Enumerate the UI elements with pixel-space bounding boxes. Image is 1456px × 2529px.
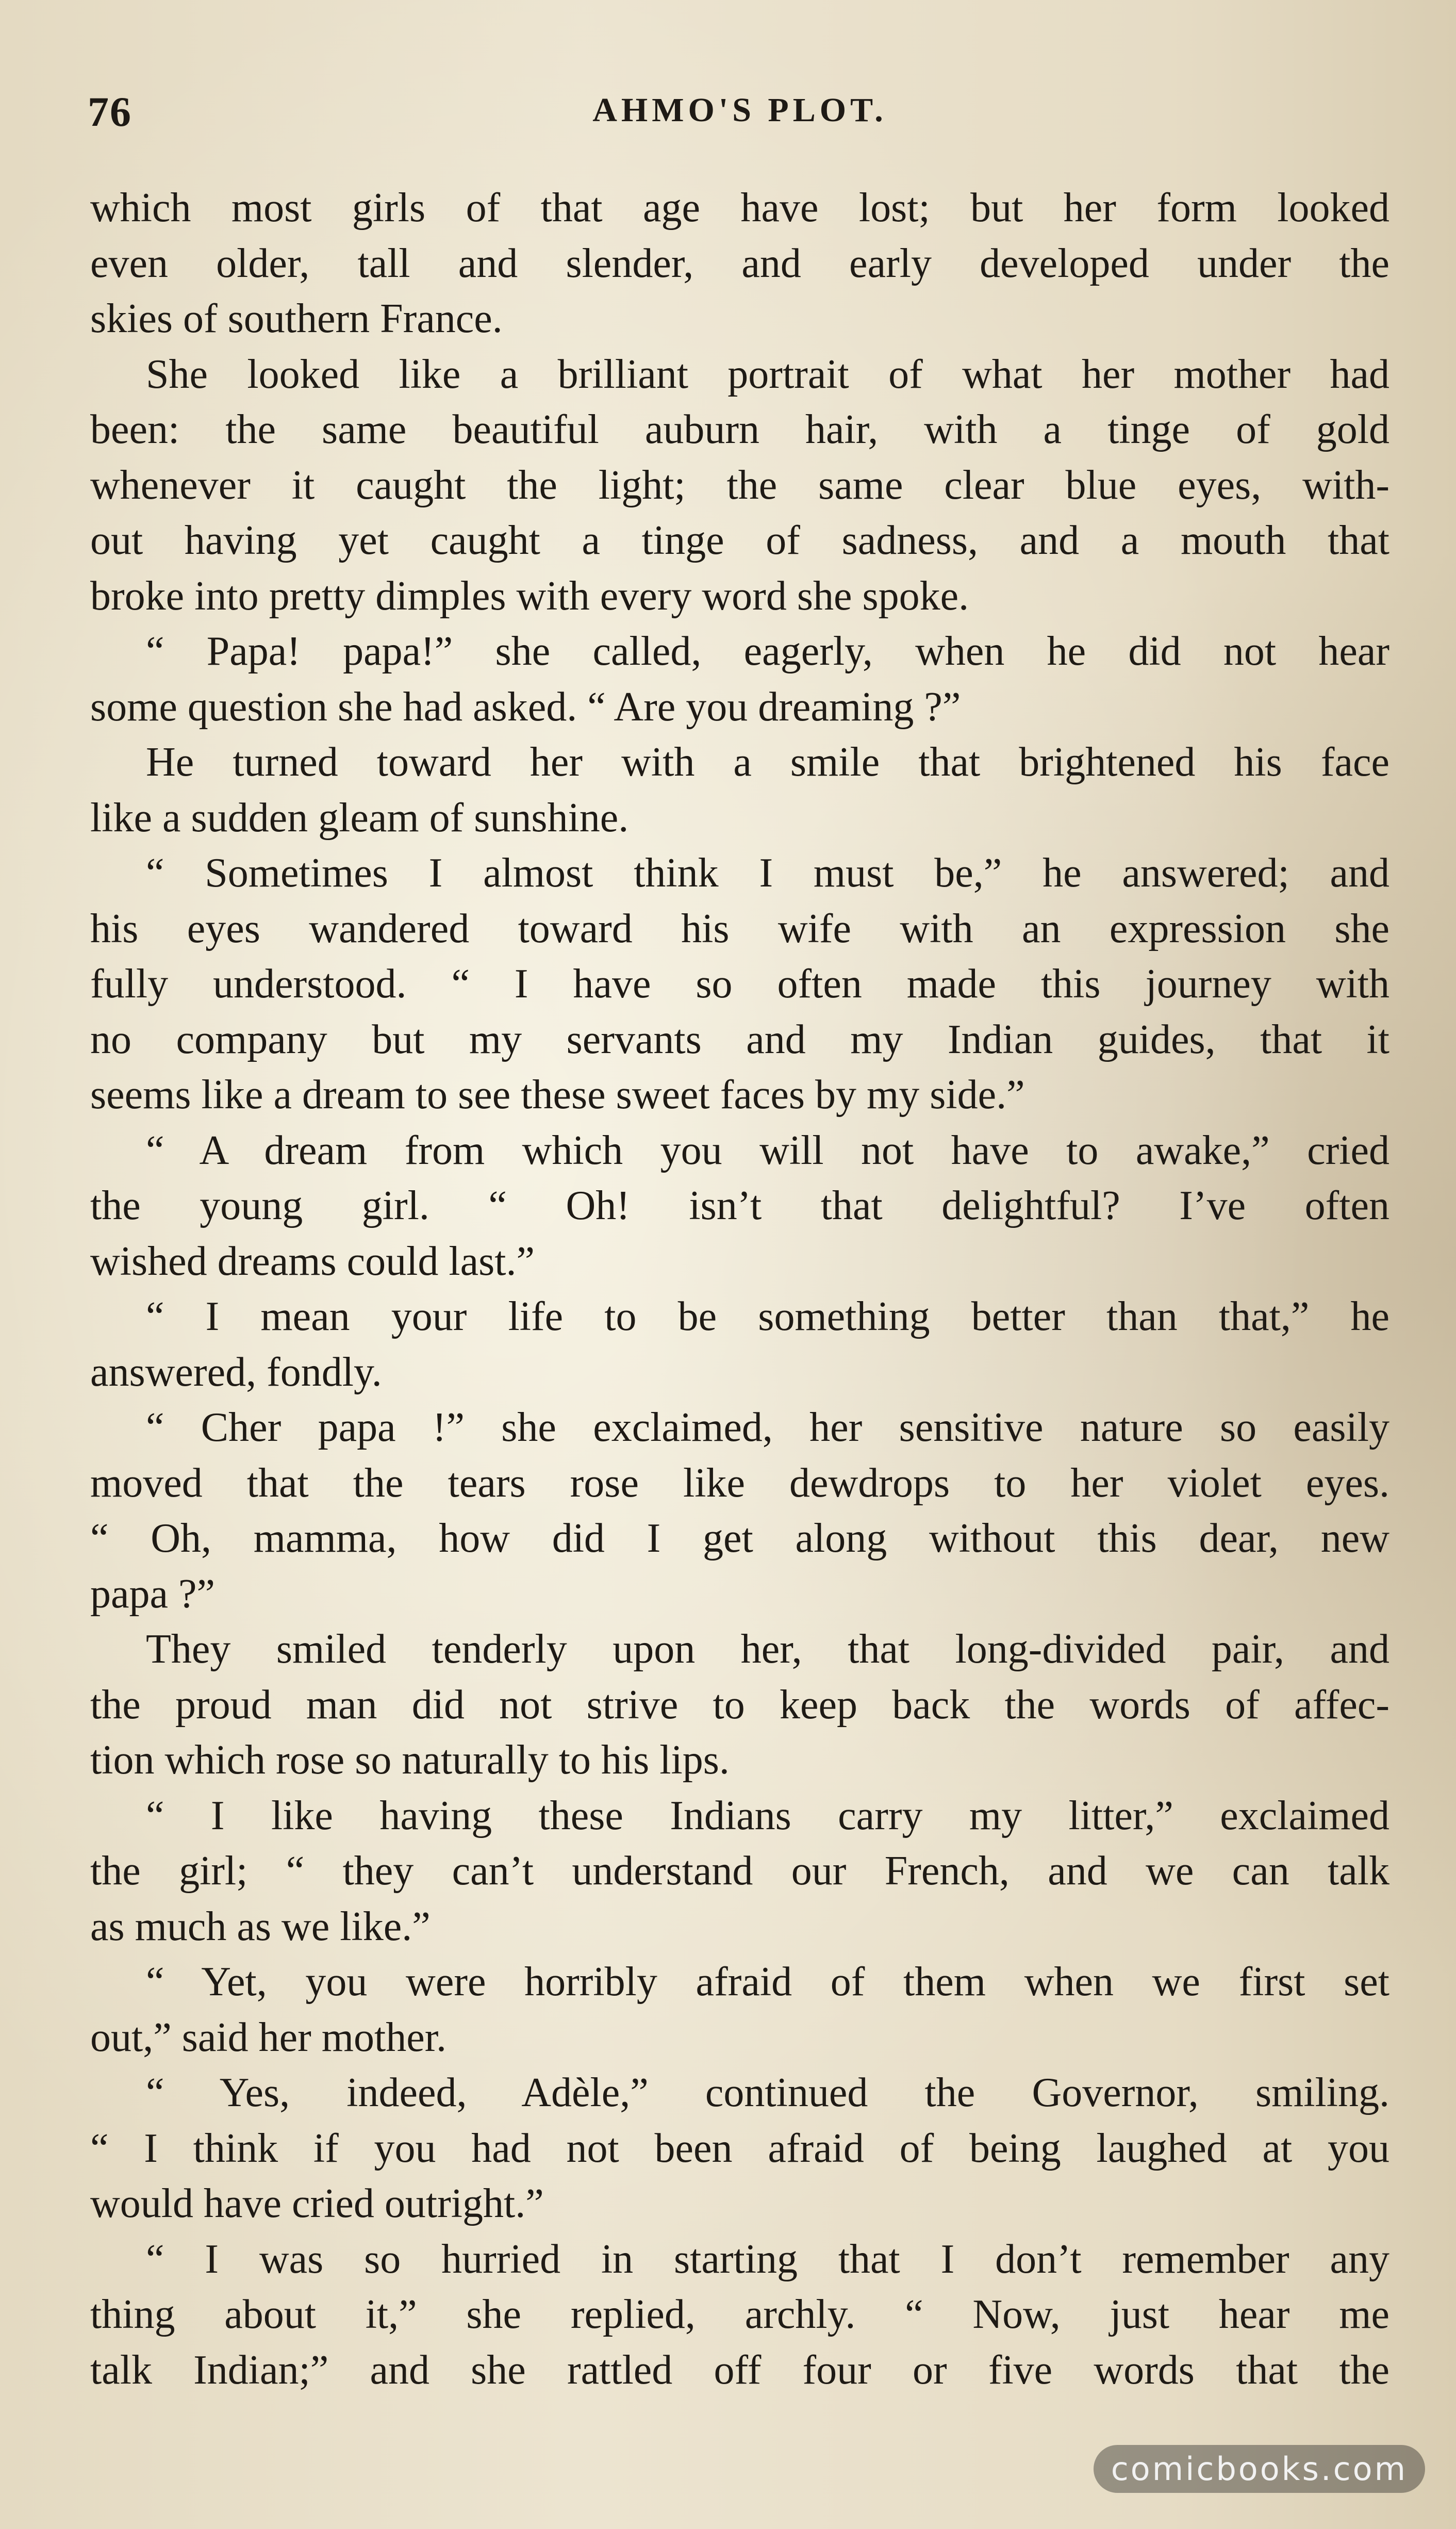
text-line: even older, tall and slender, and early developed under the — [90, 240, 1389, 286]
watermark: comicbooks.com — [1094, 2445, 1425, 2493]
text-line: thing about it,” she replied, archly. “ Now, just hear me — [90, 2292, 1389, 2337]
text-line: “ Yet, you were horribly afraid of them when we first set — [146, 1959, 1389, 2005]
text-line: tion which rose so naturally to his lips. — [90, 1737, 730, 1783]
text-line: “ I think if you had not been afraid of being laughed at you — [90, 2125, 1389, 2171]
text-line: the young girl. “ Oh! isn’t that delightful? I’ve often — [90, 1183, 1389, 1228]
text-line: wished dreams could last.” — [90, 1238, 535, 1284]
text-line: “ A dream from which you will not have to awake,” cried — [146, 1127, 1389, 1173]
body-text — [90, 180, 1389, 2398]
text-line: “ I like having these Indians carry my litter,” exclaimed — [146, 1793, 1389, 1838]
text-line: broke into pretty dimples with every word she spoke. — [90, 573, 969, 619]
text-line: “ Papa! papa!” she called, eagerly, when he did not hear — [146, 629, 1389, 674]
text-line: some question she had asked. “ Are you dreaming ?” — [90, 684, 961, 730]
text-line: answered, fondly. — [90, 1349, 382, 1395]
text-line: They smiled tenderly upon her, that long-divided pair, and — [146, 1627, 1389, 1672]
text-line: out having yet caught a tinge of sadness, and a mouth that — [90, 518, 1389, 563]
text-line: He turned toward her with a smile that brightened his face — [146, 740, 1389, 785]
text-line: “ Cher papa !” she exclaimed, her sensitive nature so easily — [146, 1405, 1389, 1450]
text-line: “ Oh, mamma, how did I get along without this dear, new — [90, 1516, 1389, 1561]
text-line: no company but my servants and my Indian guides, that it — [90, 1016, 1389, 1062]
text-line: out,” said her mother. — [90, 2014, 446, 2060]
text-line: would have cried outright.” — [90, 2181, 544, 2226]
text-line: his eyes wandered toward his wife with an expression she — [90, 906, 1389, 951]
text-line: the proud man did not strive to keep back the words of affec- — [90, 1682, 1389, 1728]
text-line: papa ?” — [90, 1571, 216, 1617]
text-line: “ Sometimes I almost think I must be,” he answered; and — [146, 850, 1389, 896]
text-line: fully understood. “ I have so often made this journey with — [90, 961, 1389, 1007]
text-line: which most girls of that age have lost; but her form looked — [90, 185, 1389, 231]
text-line: “ Yes, indeed, Adèle,” continued the Governor, smiling. — [146, 2070, 1389, 2115]
text-line: skies of southern France. — [90, 296, 503, 341]
text-line: whenever it caught the light; the same clear blue eyes, with- — [90, 462, 1389, 508]
text-line: seems like a dream to see these sweet faces by my side.” — [90, 1072, 1025, 1118]
page-number: 76 — [88, 88, 132, 135]
text-line: “ I was so hurried in starting that I don’t remember any — [146, 2236, 1389, 2282]
text-line: moved that the tears rose like dewdrops to her violet eyes. — [90, 1460, 1389, 1506]
text-line: “ I mean your life to be something better than that,” he — [146, 1294, 1389, 1339]
page-header — [88, 88, 1392, 144]
text-line: She looked like a brilliant portrait of what her mother had — [146, 351, 1389, 397]
text-line: talk Indian;” and she rattled off four or five words that the — [90, 2347, 1389, 2393]
text-line: like a sudden gleam of sunshine. — [90, 795, 629, 841]
text-line: as much as we like.” — [90, 1903, 431, 1949]
text-line: been: the same beautiful auburn hair, with a tinge of gold — [90, 407, 1389, 452]
running-head: AHMO'S PLOT. — [592, 91, 887, 129]
text-line: the girl; “ they can’t understand our French, and we can talk — [90, 1848, 1389, 1894]
